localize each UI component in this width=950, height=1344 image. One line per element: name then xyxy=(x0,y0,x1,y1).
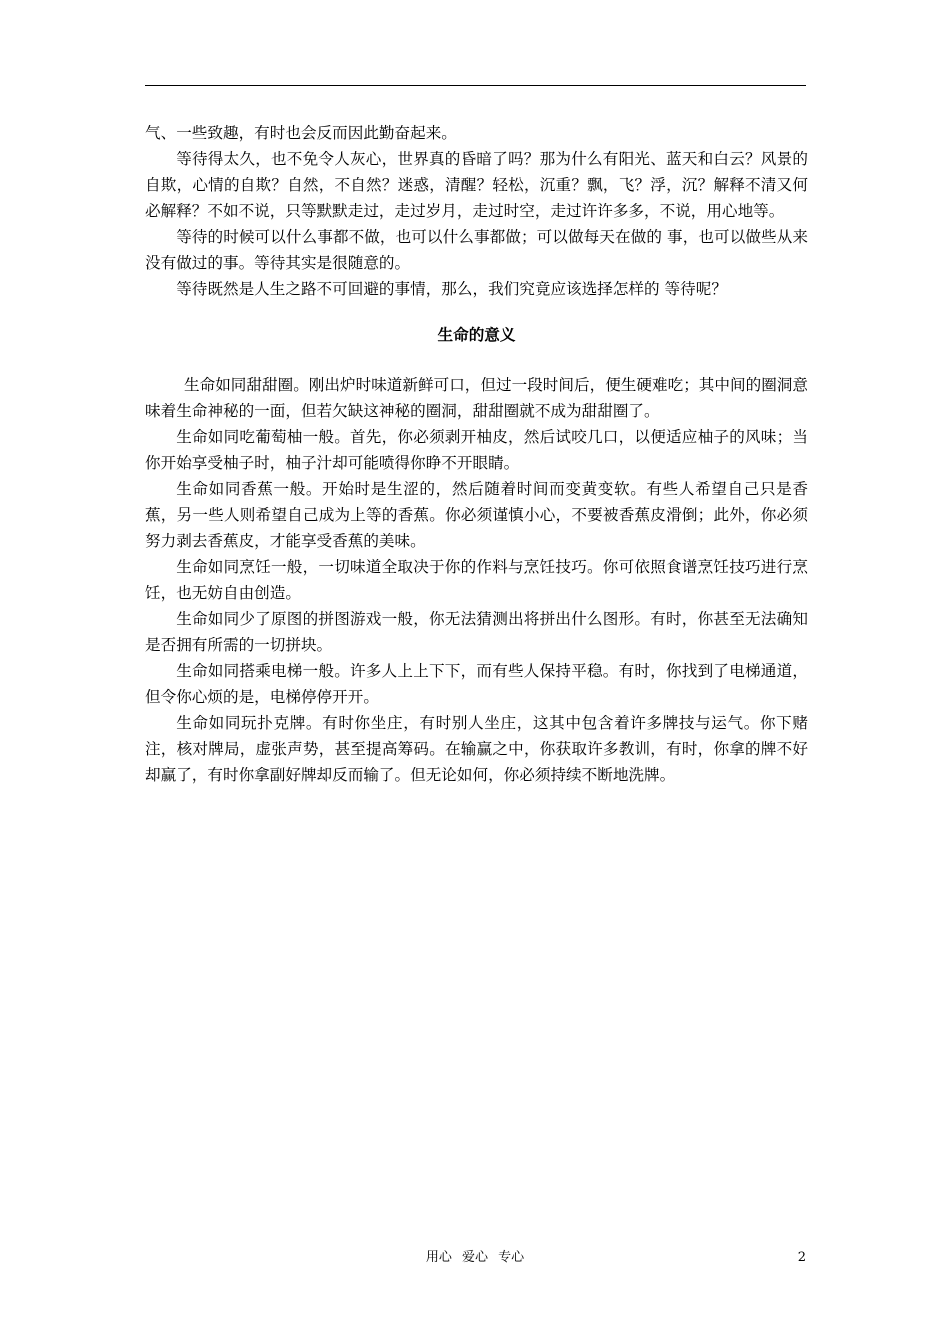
paragraph: 生命如同搭乘电梯一般。许多人上上下下，而有些人保持平稳。有时，你找到了电梯通道，但令你心烦的是，电梯停停开开。 xyxy=(145,662,808,706)
document-body xyxy=(145,120,808,788)
footer-text: 用心 爱心 专心 xyxy=(425,1250,525,1265)
paragraph: 生命如同烹饪一般，一切味道全取决于你的作料与烹饪技巧。你可依照食谱烹饪技巧进行烹饪，也无妨自由创造。 xyxy=(145,558,808,602)
paragraph: 生命如同吃葡萄柚一般。首先，你必须剥开柚皮，然后试咬几口，以便适应柚子的风味；当你开始享受柚子时，柚子汁却可能喷得你睁不开眼睛。 xyxy=(145,428,808,472)
page-number: 2 xyxy=(797,1250,806,1265)
section-title: 生命的意义 xyxy=(437,326,516,344)
paragraph: 生命如同甜甜圈。刚出炉时味道新鲜可口，但过一段时间后，便生硬难吃；其中间的圈洞意味着生命神秘的一面，但若欠缺这神秘的圈洞，甜甜圈就不成为甜甜圈了。 xyxy=(145,376,808,420)
paragraph: 等待的时候可以什么事都不做，也可以什么事都做；可以做每天在做的 事，也可以做些从来没有做过的事。等待其实是很随意的。 xyxy=(145,228,808,272)
paragraph: 气、一些致趣，有时也会反而因此勤奋起来。 xyxy=(145,124,457,142)
paragraph: 生命如同香蕉一般。开始时是生涩的，然后随着时间而变黄变软。有些人希望自己只是香蕉，另一些人则希望自己成为上等的香蕉。你必须谨慎小心，不要被香蕉皮滑倒；此外，你必须努力剥去香蕉皮，才能享受香蕉的美味。 xyxy=(145,480,808,550)
paragraph: 等待得太久，也不免令人灰心，世界真的昏暗了吗？那为什么有阳光、蓝天和白云？风景的自欺，心情的自欺？自然，不自然？迷惑，清醒？轻松，沉重？飘，飞？浮，沉？解释不清又何必解释？不如不说，只等默默走过，走过岁月，走过时空，走过许许多多，不说，用心地等。 xyxy=(145,150,808,220)
paragraph: 生命如同少了原图的拼图游戏一般，你无法猜测出将拼出什么图形。有时，你甚至无法确知是否拥有所需的一切拼块。 xyxy=(145,610,808,654)
paragraph: 生命如同玩扑克牌。有时你坐庄，有时别人坐庄，这其中包含着许多牌技与运气。你下赌注，核对牌局，虚张声势，甚至提高筹码。在输赢之中，你获取许多教训，有时，你拿的牌不好却赢了，有时你拿副好牌却反而输了。但无论如何，你必须持续不断地洗牌。 xyxy=(145,714,808,784)
paragraph: 等待既然是人生之路不可回避的事情，那么，我们究竟应该选择怎样的 等待呢？ xyxy=(176,280,727,298)
header-rule xyxy=(145,85,806,86)
